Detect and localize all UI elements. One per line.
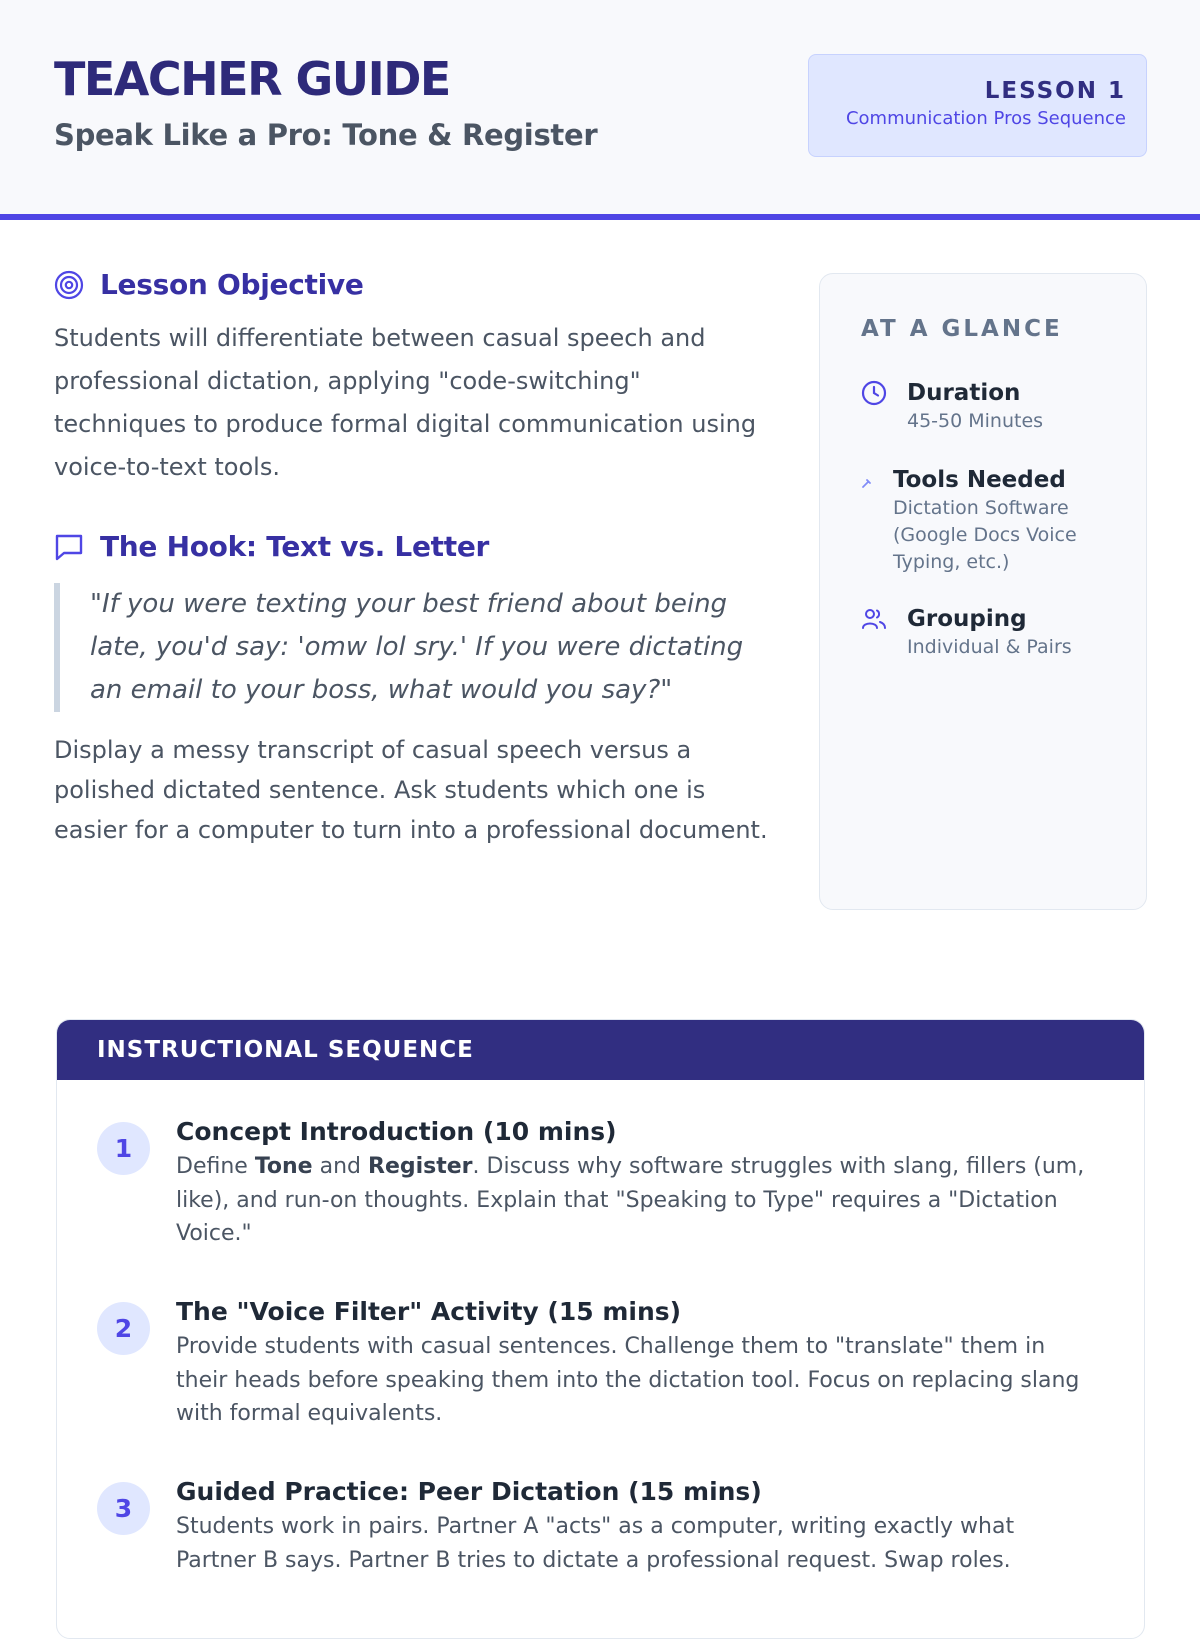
step-description-text: and xyxy=(312,1154,368,1179)
step-number: 3 xyxy=(97,1482,150,1535)
step-title: Guided Practice: Peer Dictation (15 mins) xyxy=(176,1477,762,1506)
objective-text: Students will differentiate between casual speech and professional dictation, applying "code-switching" techniques to produce formal digital communication using voice-to-text tools. xyxy=(54,324,757,481)
hook-quote: "If you were texting your best friend about being late, you'd say: 'omw lol sry.' If you were dictating an email to your boss, what would you say?" xyxy=(54,583,774,712)
target-icon xyxy=(54,270,84,300)
lesson-badge xyxy=(808,54,1147,157)
glance-value: Individual & Pairs xyxy=(907,636,1072,658)
sequence-name: Communication Pros Sequence xyxy=(845,108,1126,129)
glance-label: Duration xyxy=(907,380,1021,406)
glance-item-tools xyxy=(861,465,1093,576)
step-description: Students work in pairs. Partner A "acts" as a computer, writing exactly what Partner B says. Partner B tries to dictate a professional request. Swap roles. xyxy=(176,1514,1015,1573)
glance-title: AT A GLANCE xyxy=(861,316,1063,342)
glance-item-duration xyxy=(861,378,1043,435)
step-description xyxy=(176,1150,1101,1251)
objective-heading xyxy=(54,268,774,301)
sequence-step xyxy=(97,1117,1101,1251)
glance-value: 45-50 Minutes xyxy=(907,410,1044,432)
lesson-number: LESSON 1 xyxy=(984,78,1126,104)
glance-value: Dictation Software (Google Docs Voice Typing, etc.) xyxy=(893,497,1077,573)
page-header xyxy=(0,0,1200,220)
sequence-step xyxy=(97,1477,1101,1577)
page-title: TEACHER GUIDE xyxy=(54,52,450,106)
glance-label: Tools Needed xyxy=(893,467,1066,493)
step-title: The "Voice Filter" Activity (15 mins) xyxy=(176,1297,682,1326)
step-description-text: Define xyxy=(176,1154,255,1179)
term-register: Register xyxy=(368,1154,473,1179)
term-tone: Tone xyxy=(254,1154,313,1179)
instructional-sequence-card xyxy=(56,1019,1145,1639)
hook-text: Display a messy transcript of casual speech versus a polished dictated sentence. Ask students which one is easier for a computer to turn into a professional document. xyxy=(54,736,768,844)
at-a-glance-panel xyxy=(819,273,1147,910)
sequence-title: INSTRUCTIONAL SEQUENCE xyxy=(57,1020,1144,1080)
sequence-step xyxy=(97,1297,1101,1431)
page-subtitle: Speak Like a Pro: Tone & Register xyxy=(54,118,598,152)
clock-icon xyxy=(861,380,887,406)
objective-title: Lesson Objective xyxy=(100,268,364,301)
glance-label: Grouping xyxy=(907,606,1027,632)
step-description-text: . Discuss why software struggles with slang, fillers (um, like), and run-on thoughts. Explain that "Speaking to Type" requires a "Dictation Voice." xyxy=(176,1154,1085,1246)
hook-heading xyxy=(54,530,774,563)
step-title: Concept Introduction (10 mins) xyxy=(176,1117,617,1146)
speech-bubble-icon xyxy=(54,532,84,562)
users-icon xyxy=(861,606,887,632)
step-number: 2 xyxy=(97,1302,150,1355)
glance-item-grouping xyxy=(861,604,1072,661)
hook-title: The Hook: Text vs. Letter xyxy=(100,530,490,563)
step-description: Provide students with casual sentences. Challenge them to "translate" them in their heads before speaking them into the dictation tool. Focus on replacing slang with formal equivalents. xyxy=(176,1334,1080,1426)
main-content xyxy=(54,268,774,850)
microphone-icon xyxy=(861,477,873,489)
step-number: 1 xyxy=(97,1122,150,1175)
